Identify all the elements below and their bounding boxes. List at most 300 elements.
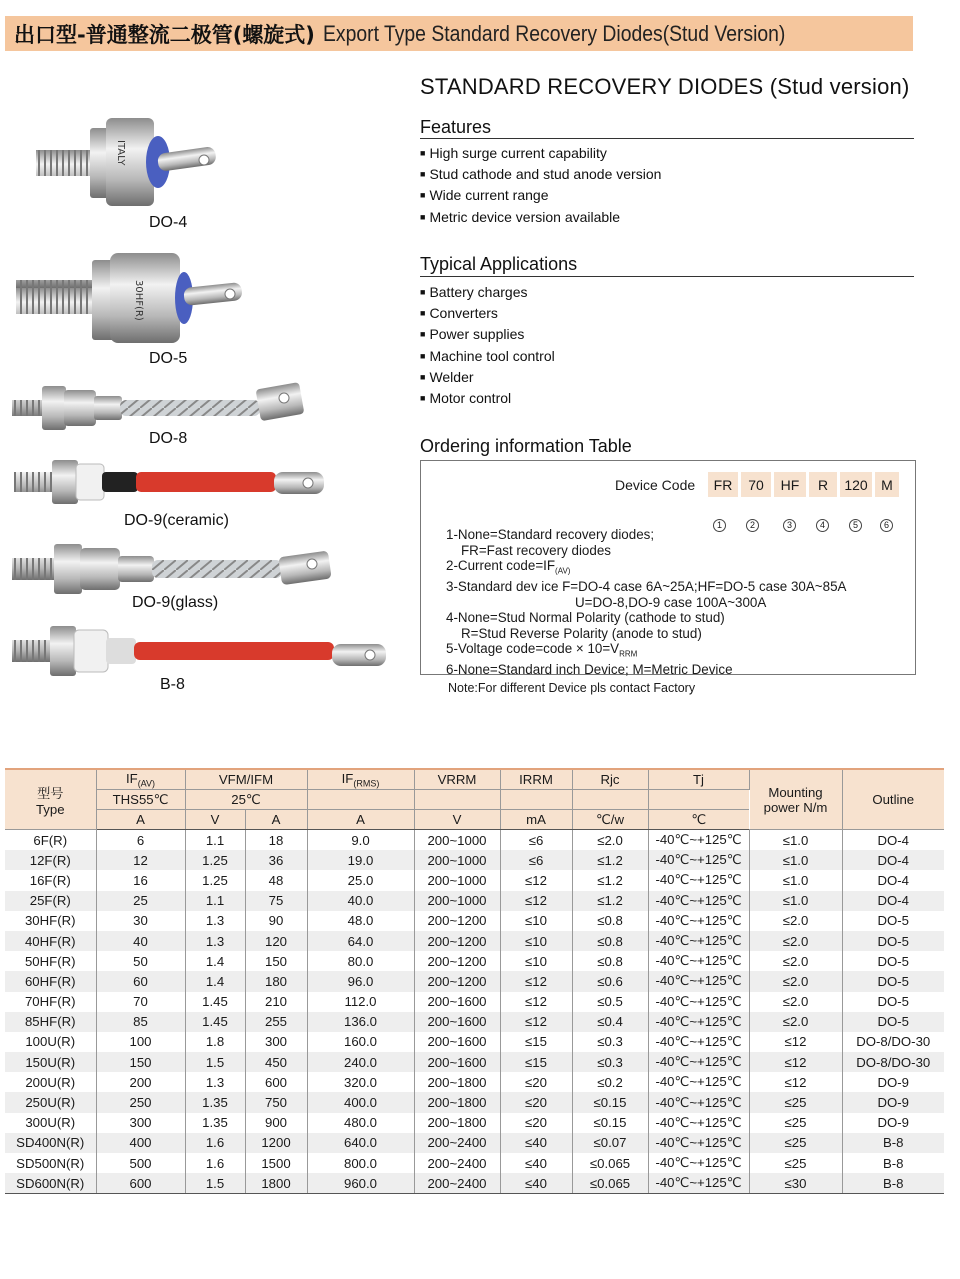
table-cell: B-8 [842, 1133, 944, 1153]
product-do5 [8, 248, 408, 373]
table-cell: DO-8/DO-30 [842, 1052, 944, 1072]
table-cell: 50HF(R) [5, 951, 96, 971]
table-cell: DO-9 [877, 1074, 909, 1090]
table-row [5, 1072, 944, 1092]
table-cell: ≤0.5 [572, 992, 648, 1012]
table-cell: -40℃~+125℃ [648, 850, 749, 870]
header-title-cn: 出口型-普通整流二极管(螺旋式) [14, 22, 315, 47]
col-type: 型号 Type [5, 769, 96, 830]
table-cell: SD500N(R) [5, 1153, 96, 1173]
b8-label: B-8 [160, 676, 185, 693]
table-cell: 1.25 [185, 850, 245, 870]
table-cell: 6F(R) [5, 830, 96, 851]
table-cell: -40℃~+125℃ [648, 1072, 749, 1092]
list-item: ■ Metric device version available [420, 208, 661, 229]
table-cell: ≤15 [500, 1052, 572, 1072]
table-cell: 300 [245, 1032, 307, 1052]
table-cell: 255 [245, 1012, 307, 1032]
table-cell: ≤15 [500, 1032, 572, 1052]
list-item: ■ Machine tool control [420, 347, 555, 368]
table-cell: 200~1200 [414, 971, 500, 991]
table-cell: DO-8/DO-30 [856, 1034, 931, 1050]
table-cell: 36 [245, 850, 307, 870]
table-cell: ≤2.0 [749, 951, 842, 971]
table-cell: ≤12 [500, 1012, 572, 1032]
table-cell: 16F(R) [5, 870, 96, 890]
table-cell: ≤1.0 [749, 891, 842, 911]
table-cell: ≤25 [749, 1133, 842, 1153]
table-cell: ≤25 [749, 1092, 842, 1112]
table-cell: 600 [96, 1173, 185, 1194]
table-cell: 90 [245, 911, 307, 931]
product-do8 [8, 378, 408, 453]
code-case: HF [774, 472, 806, 497]
table-cell: ≤12 [749, 1032, 842, 1052]
table-cell: -40℃~+125℃ [648, 1173, 749, 1194]
features-list [420, 144, 661, 229]
col-tj: Tj [648, 769, 749, 790]
code-polarity: R [809, 472, 837, 497]
table-cell: 300U(R) [5, 1113, 96, 1133]
table-cell: ≤10 [500, 911, 572, 931]
table-cell: 12 [96, 850, 185, 870]
table-cell: ≤1.0 [749, 870, 842, 890]
table-cell: 1.5 [185, 1052, 245, 1072]
table-cell: -40℃~+125℃ [648, 951, 749, 971]
table-cell: ≤1.0 [749, 830, 842, 851]
table-cell: -40℃~+125℃ [648, 971, 749, 991]
table-cell: 16 [96, 870, 185, 890]
table-cell: 1.3 [185, 931, 245, 951]
table-cell: ≤0.8 [572, 951, 648, 971]
table-cell: ≤2.0 [749, 971, 842, 991]
table-cell: -40℃~+125℃ [648, 992, 749, 1012]
table-cell: ≤0.3 [572, 1052, 648, 1072]
table-cell: ≤0.15 [572, 1113, 648, 1133]
table-cell: 25 [96, 891, 185, 911]
marker-1: 1 [713, 519, 726, 532]
features-divider [420, 138, 914, 139]
table-cell: -40℃~+125℃ [648, 1052, 749, 1072]
list-item: ■ Wide current range [420, 186, 661, 207]
do5-label: DO-5 [149, 350, 188, 367]
ordering-table-box [420, 460, 916, 678]
unit-irrm: mA [500, 810, 572, 830]
table-cell: ≤12 [500, 992, 572, 1012]
unit-if: A [96, 810, 185, 830]
table-row [5, 1133, 944, 1153]
table-cell: -40℃~+125℃ [648, 1133, 749, 1153]
table-cell: DO-5 [842, 931, 944, 951]
table-cell: -40℃~+125℃ [648, 1153, 749, 1173]
table-cell: 18 [245, 830, 307, 851]
table-cell: ≤0.6 [572, 971, 648, 991]
table-cell: 64.0 [307, 931, 414, 951]
table-cell: 12F(R) [5, 850, 96, 870]
header-banner [5, 16, 913, 51]
code-metric: M [875, 472, 899, 497]
table-cell: 30HF(R) [5, 911, 96, 931]
table-cell: ≤0.065 [572, 1173, 648, 1194]
table-cell: 120 [245, 931, 307, 951]
product-do4 [8, 110, 408, 235]
table-cell: B-8 [842, 1173, 944, 1194]
do9-glass-label: DO-9(glass) [132, 594, 219, 611]
table-cell: 240.0 [307, 1052, 414, 1072]
table-cell: 160.0 [307, 1032, 414, 1052]
table-cell: ≤1.2 [572, 850, 648, 870]
features-title: Features [420, 117, 492, 137]
table-row [5, 830, 944, 851]
table-cell: 9.0 [307, 830, 414, 851]
table-row [5, 870, 944, 890]
table-cell: 200~1800 [414, 1092, 500, 1112]
table-cell: 100 [96, 1032, 185, 1052]
table-cell: 25.0 [307, 870, 414, 890]
col-outline: Outline [842, 769, 944, 830]
table-cell: 100U(R) [5, 1032, 96, 1052]
table-row [5, 1113, 944, 1133]
table-cell: -40℃~+125℃ [648, 891, 749, 911]
legend-line-7: R=Stud Reverse Polarity (anode to stud) [461, 625, 702, 641]
main-title: STANDARD RECOVERY DIODES (Stud version) [420, 74, 910, 99]
table-cell: 320.0 [307, 1072, 414, 1092]
spec-table [5, 768, 944, 1194]
table-cell: 1.4 [185, 951, 245, 971]
product-b8 [8, 622, 408, 697]
table-cell: SD600N(R) [5, 1173, 96, 1194]
table-cell: -40℃~+125℃ [648, 1113, 749, 1133]
ordering-note: Note:For different Device pls contact Factory [448, 681, 696, 695]
table-row [5, 1032, 944, 1052]
legend-line-4: 3-Standard dev ice F=DO-4 case 6A~25A;HF=DO-5 case 30A~85A [446, 579, 847, 595]
table-cell: 40HF(R) [5, 931, 96, 951]
ordering-legend [446, 527, 846, 678]
table-row [5, 1173, 944, 1194]
header-title-en: Export Type Standard Recovery Diodes(Stud Version) [322, 20, 786, 46]
do4-diode-image [8, 110, 268, 220]
table-cell: 960.0 [307, 1173, 414, 1194]
product-do9-glass [8, 540, 408, 620]
col-mounting: Mounting power N/m [749, 769, 842, 830]
table-cell: ≤25 [749, 1153, 842, 1173]
table-cell: 200 [96, 1072, 185, 1092]
table-cell: 1.6 [185, 1153, 245, 1173]
table-cell: ≤1.2 [572, 870, 648, 890]
table-cell: SD400N(R) [5, 1133, 96, 1153]
table-cell: 1.45 [185, 1012, 245, 1032]
code-current: 70 [741, 472, 771, 497]
table-cell: 500 [96, 1153, 185, 1173]
table-cell: 96.0 [307, 971, 414, 991]
table-cell: DO-5 [842, 971, 944, 991]
table-cell: 1.25 [185, 870, 245, 890]
list-item: ■ Welder [420, 368, 555, 389]
col-vfm-ifm: VFM/IFM [185, 769, 307, 790]
table-cell: 1.8 [185, 1032, 245, 1052]
table-cell: 200~2400 [414, 1133, 500, 1153]
applications-divider [420, 276, 914, 277]
b8-diode-image [8, 622, 398, 678]
table-cell: 60HF(R) [5, 971, 96, 991]
legend-line-6: 4-None=Stud Normal Polarity (cathode to stud) [446, 610, 725, 626]
code-fr: FR [708, 472, 738, 497]
table-cell: 200~1000 [414, 830, 500, 851]
unit-rjc: ℃/w [572, 810, 648, 830]
col-vrrm: VRRM [414, 769, 500, 790]
table-cell: 150 [245, 951, 307, 971]
table-cell: 200~2400 [414, 1173, 500, 1194]
table-cell: 200~1600 [414, 1012, 500, 1032]
table-row [5, 971, 944, 991]
table-cell: ≤12 [500, 891, 572, 911]
col-rjc: Rjc [572, 769, 648, 790]
table-cell: 200~1800 [414, 1072, 500, 1092]
table-cell: 60 [96, 971, 185, 991]
table-cell: ≤0.8 [572, 911, 648, 931]
table-row [5, 1012, 944, 1032]
table-cell: 1500 [245, 1153, 307, 1173]
table-cell: B-8 [882, 1155, 904, 1171]
table-cell: ≤2.0 [749, 1012, 842, 1032]
table-cell: ≤2.0 [749, 931, 842, 951]
table-cell: ≤12 [749, 1052, 842, 1072]
legend-line-3: 2-Current $code=IF_{(AV)}$ [446, 558, 571, 576]
table-cell: ≤0.2 [572, 1072, 648, 1092]
table-cell: ≤40 [500, 1173, 572, 1194]
table-row [5, 1092, 944, 1112]
do4-label: DO-4 [149, 214, 188, 231]
table-cell: -40℃~+125℃ [648, 1012, 749, 1032]
table-cell: 200~1800 [414, 1113, 500, 1133]
table-cell: 450 [245, 1052, 307, 1072]
table-cell: 1.4 [185, 971, 245, 991]
table-cell: 30 [96, 911, 185, 931]
table-cell: 85 [96, 1012, 185, 1032]
table-cell: 1.1 [185, 891, 245, 911]
table-cell: ≤1.2 [572, 891, 648, 911]
table-cell: ≤12 [500, 971, 572, 991]
table-cell: 40 [96, 931, 185, 951]
device-code-label: Device Code [615, 477, 696, 493]
table-cell: ≤10 [500, 931, 572, 951]
table-cell: 80.0 [307, 951, 414, 971]
table-cell: 180 [245, 971, 307, 991]
table-row [5, 911, 944, 931]
unit-vrrm: V [414, 810, 500, 830]
table-cell: DO-5 [877, 953, 909, 969]
table-cell: ≤2.0 [749, 911, 842, 931]
table-cell: -40℃~+125℃ [648, 830, 749, 851]
table-cell: 25F(R) [5, 891, 96, 911]
ordering-title: Ordering information Table [420, 436, 632, 456]
table-cell: -40℃~+125℃ [648, 1032, 749, 1052]
table-row [5, 1153, 944, 1173]
table-cell: ≤1.0 [749, 850, 842, 870]
spec-table-body [5, 830, 944, 1194]
table-cell: 1.35 [185, 1113, 245, 1133]
table-cell: 40.0 [307, 891, 414, 911]
table-cell: 400.0 [307, 1092, 414, 1112]
table-cell: ≤20 [500, 1113, 572, 1133]
table-cell: 150 [96, 1052, 185, 1072]
list-item: ■ Converters [420, 304, 555, 325]
list-item: ■ Power supplies [420, 325, 555, 346]
unit-tj: ℃ [648, 810, 749, 830]
unit-ifrms: A [307, 810, 414, 830]
table-cell: 48.0 [307, 911, 414, 931]
legend-line-9: 6-None=Standard inch Device; M=Metric Device [446, 662, 733, 678]
table-cell: DO-9 [842, 1092, 944, 1112]
table-cell: 1.5 [185, 1173, 245, 1194]
unit-vfm: V [185, 810, 245, 830]
table-cell: 480.0 [307, 1113, 414, 1133]
table-cell: 70HF(R) [5, 992, 96, 1012]
ths-condition: THS55℃ [96, 790, 185, 810]
table-cell: 1.3 [185, 1072, 245, 1092]
do5-diode-image [8, 248, 268, 353]
table-cell: -40℃~+125℃ [648, 1092, 749, 1112]
table-cell: ≤20 [500, 1072, 572, 1092]
marker-4: 4 [816, 519, 829, 532]
table-cell: 70 [96, 992, 185, 1012]
table-cell: DO-4 [877, 832, 909, 848]
table-cell: ≤6 [500, 850, 572, 870]
table-row [5, 891, 944, 911]
table-cell: ≤12 [500, 870, 572, 890]
table-cell: 400 [96, 1133, 185, 1153]
marker-3: 3 [783, 519, 796, 532]
unit-ifm: A [245, 810, 307, 830]
table-cell: DO-9 [877, 1115, 909, 1131]
table-cell: -40℃~+125℃ [648, 911, 749, 931]
table-cell: -40℃~+125℃ [648, 870, 749, 890]
table-cell: 200~1600 [414, 1052, 500, 1072]
legend-line-1: 1-None=Standard recovery diodes; [446, 527, 655, 542]
legend-line-2: FR=Fast recovery diodes [461, 542, 611, 558]
table-cell: 1.45 [185, 992, 245, 1012]
table-cell: ≤30 [749, 1173, 842, 1194]
list-item: ■ Battery charges [420, 283, 555, 304]
table-cell: 210 [245, 992, 307, 1012]
table-cell: ≤0.15 [572, 1092, 648, 1112]
table-cell: 1.35 [185, 1092, 245, 1112]
table-cell: 48 [245, 870, 307, 890]
do9-ceramic-diode-image [8, 458, 328, 508]
legend-line-5: U=DO-8,DO-9 case 100A~300A [575, 594, 767, 610]
table-cell: 19.0 [307, 850, 414, 870]
table-row [5, 931, 944, 951]
product-do9-ceramic [8, 458, 408, 538]
table-cell: 250U(R) [5, 1092, 96, 1112]
table-cell: ≤0.4 [572, 1012, 648, 1032]
table-cell: ≤40 [500, 1153, 572, 1173]
table-cell: 1800 [245, 1173, 307, 1194]
table-cell: ≤40 [500, 1133, 572, 1153]
table-cell: 136.0 [307, 1012, 414, 1032]
table-cell: 750 [245, 1092, 307, 1112]
table-row [5, 1052, 944, 1072]
list-item: ■ Stud cathode and stud anode version [420, 165, 661, 186]
applications-list [420, 283, 555, 410]
table-cell: DO-5 [842, 1012, 944, 1032]
table-cell: DO-4 [877, 872, 909, 888]
marker-6: 6 [880, 519, 893, 532]
table-cell: 112.0 [307, 992, 414, 1012]
table-cell: 85HF(R) [5, 1012, 96, 1032]
table-cell: ≤6 [500, 830, 572, 851]
do9-glass-diode-image [8, 540, 348, 596]
table-cell: 300 [96, 1113, 185, 1133]
table-cell: 200~1600 [414, 1032, 500, 1052]
col-irrm: IRRM [500, 769, 572, 790]
table-cell: 6 [96, 830, 185, 851]
table-cell: 600 [245, 1072, 307, 1092]
table-cell: 200~1200 [414, 911, 500, 931]
col-if-rms: $IF_{(RMS)}$ [307, 769, 414, 790]
table-cell: ≤0.3 [572, 1032, 648, 1052]
table-cell: DO-4 [842, 891, 944, 911]
list-item: ■ Motor control [420, 389, 555, 410]
table-cell: 200~1000 [414, 891, 500, 911]
table-cell: ≤2.0 [749, 992, 842, 1012]
table-cell: 200~1000 [414, 850, 500, 870]
table-cell: -40℃~+125℃ [648, 931, 749, 951]
table-cell: ≤20 [500, 1092, 572, 1112]
table-cell: 200~2400 [414, 1153, 500, 1173]
table-cell: 900 [245, 1113, 307, 1133]
table-row [5, 951, 944, 971]
do9-ceramic-label: DO-9(ceramic) [124, 512, 229, 529]
svg-text:30HF(R): 30HF(R) [133, 280, 144, 321]
do8-diode-image [8, 378, 308, 438]
table-cell: 800.0 [307, 1153, 414, 1173]
table-row [5, 992, 944, 1012]
table-cell: ≤12 [749, 1072, 842, 1092]
table-cell: ≤0.065 [572, 1153, 648, 1173]
table-cell: 1.1 [185, 830, 245, 851]
table-cell: 640.0 [307, 1133, 414, 1153]
code-voltage: 120 [840, 472, 872, 497]
list-item: ■ High surge current capability [420, 144, 661, 165]
table-cell: 1.3 [185, 911, 245, 931]
table-cell: DO-5 [877, 913, 909, 929]
table-cell: 200~1200 [414, 931, 500, 951]
marker-2: 2 [746, 519, 759, 532]
table-cell: 200U(R) [5, 1072, 96, 1092]
table-cell: 150U(R) [5, 1052, 96, 1072]
applications-title: Typical Applications [420, 254, 578, 274]
t25-condition: 25℃ [185, 790, 307, 810]
table-cell: ≤0.8 [572, 931, 648, 951]
table-cell: 250 [96, 1092, 185, 1112]
svg-text:ITALY: ITALY [115, 140, 126, 166]
table-row [5, 850, 944, 870]
do8-label: DO-8 [149, 430, 188, 447]
marker-5: 5 [849, 519, 862, 532]
table-cell: 1200 [245, 1133, 307, 1153]
col-if-av: $IF_{(AV)}$ [96, 769, 185, 790]
legend-line-8: 5-Voltage code=code × $10=V_{RRM}$ [446, 641, 638, 659]
table-cell: 75 [245, 891, 307, 911]
table-cell: 200~1200 [414, 951, 500, 971]
table-cell: DO-5 [877, 994, 909, 1010]
table-cell: ≤0.07 [572, 1133, 648, 1153]
table-cell: ≤25 [749, 1113, 842, 1133]
table-cell: ≤10 [500, 951, 572, 971]
table-cell: 1.6 [185, 1133, 245, 1153]
table-cell: 50 [96, 951, 185, 971]
